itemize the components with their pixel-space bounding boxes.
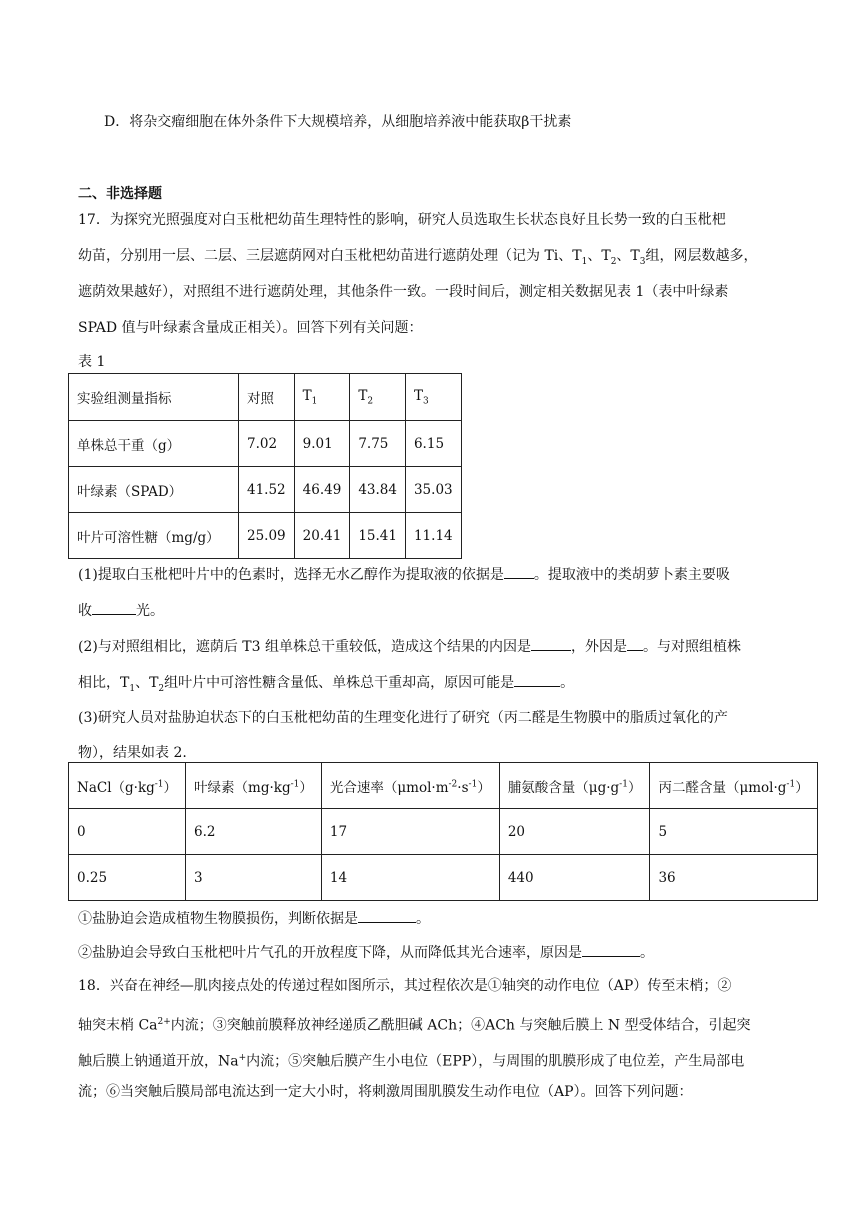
- table-cell: 5: [650, 809, 817, 855]
- table-cell: 9.01: [294, 421, 350, 467]
- table-cell: 0.25: [69, 855, 186, 901]
- table-cell: 0: [69, 809, 186, 855]
- q17-part-3: (3)研究人员对盐胁迫状态下的白玉枇杷幼苗的生理变化进行了研究（丙二醛是生物膜中的脂质过氧化的产: [78, 710, 728, 726]
- table1-caption: 表 1: [78, 354, 106, 370]
- table-cell: 14: [321, 855, 499, 901]
- table-cell: 17: [321, 809, 499, 855]
- section-title: 二、非选择题: [78, 186, 162, 202]
- table-cell: 叶片可溶性糖（mg/g）: [69, 513, 239, 559]
- q17-line-3: 遮荫效果越好），对照组不进行遮荫处理，其他条件一致。一段时间后，测定相关数据见表 1（表中叶绿素: [78, 284, 729, 300]
- table-2-header-cell: 叶绿素$(mg\cdot kg^{-1})$: [186, 763, 322, 809]
- q18-line-1: 18．兴奋在神经—肌肉接点处的传递过程如图所示，其过程依次是①轴突的动作电位（AP）传至末梢；②: [78, 978, 732, 994]
- table-2-header-cell: 丙二醛含量$(\mu mol\cdot g^{-1})$: [650, 763, 817, 809]
- table-2-header-cell: $NaCl(g\cdot kg^{-1})$: [69, 763, 186, 809]
- table-1-header-row: [69, 374, 462, 421]
- table-2-header-cell: 脯氨酸含量$(\mu g\cdot g^{-1})$: [499, 763, 650, 809]
- table-cell: 41.52: [239, 467, 295, 513]
- q17-part-3-cont: 物），结果如表 2.: [78, 745, 187, 761]
- table-2-header-cell: 光合速率$(\mu mol\cdot m^{-2}\cdot s^{-1})$: [321, 763, 499, 809]
- table-cell: 440: [499, 855, 650, 901]
- table-1-header-cell: $T_1$: [294, 374, 350, 421]
- table-1-header-cell: 实验组测量指标: [69, 374, 239, 421]
- option-d: D．将杂交瘤细胞在体外条件下大规模培养，从细胞培养液中能获取β干扰素: [104, 114, 572, 130]
- table-cell: 6.15: [405, 421, 461, 467]
- table-cell: 46.49: [294, 467, 350, 513]
- table-cell: 25.09: [239, 513, 295, 559]
- q17-part-2: (2)与对照组相比，遮荫后 T3 组单株总干重较低，造成这个结果的内因是 ，外因是 。与对照组植株: [78, 636, 741, 657]
- q17-subpart-2: ②盐胁迫会导致白玉枇杷叶片气孔的开放程度下降，从而降低其光合速率，原因是 。: [78, 942, 654, 963]
- table-cell: 11.14: [405, 513, 461, 559]
- q17-line-1: 17．为探究光照强度对白玉枇杷幼苗生理特性的影响，研究人员选取生长状态良好且长势一致的白玉枇杷: [78, 212, 726, 228]
- q17-line-2: 幼苗，分别用一层、二层、三层遮荫网对白玉枇杷幼苗进行遮荫处理（记为 Ti、$T_1$、$T_2$、$T_3$组，网层数越多，: [78, 248, 758, 267]
- table-cell: 3: [186, 855, 322, 901]
- table-1: [68, 373, 462, 559]
- table-cell: 15.41: [350, 513, 406, 559]
- table-cell: 7.02: [239, 421, 295, 467]
- q17-line-4: SPAD 值与叶绿素含量成正相关）。回答下列有关问题：: [78, 320, 423, 336]
- table-cell: 单株总干重（g）: [69, 421, 239, 467]
- table-cell: 6.2: [186, 809, 322, 855]
- table-cell: 7.75: [350, 421, 406, 467]
- table-cell: 36: [650, 855, 817, 901]
- table-2: [68, 762, 818, 901]
- table-cell: 35.03: [405, 467, 461, 513]
- table-row: [69, 513, 462, 559]
- table-cell: 43.84: [350, 467, 406, 513]
- q18-line-2: 轴突末梢 $Ca^{2+}$内流；③突触前膜释放神经递质乙酰胆碱 ACh；④ACh 与突触后膜上 N 型受体结合，引起突: [78, 1017, 751, 1034]
- q17-part-2-cont: 相比，$T_1$、$T_2$组叶片中可溶性糖含量低、单株总干重却高，原因可能是 。: [78, 672, 574, 699]
- table-row: [69, 855, 818, 901]
- q18-line-3: 触后膜上钠通道开放，Na+内流；⑤突触后膜产生小电位（EPP），与周围的肌膜形成了电位差，产生局部电: [78, 1053, 745, 1070]
- q17-part-1-cont: 收 光。: [78, 600, 164, 621]
- table-1-header-cell: $T_2$: [350, 374, 406, 421]
- table-1-header-cell: 对照: [239, 374, 295, 421]
- q18-line-4: 流；⑥当突触后膜局部电流达到一定大小时，将刺激周围肌膜发生动作电位（AP）。回答下列问题：: [78, 1084, 693, 1100]
- table-cell: 叶绿素（SPAD）: [69, 467, 239, 513]
- q17-part-1: (1)提取白玉枇杷叶片中的色素时，选择无水乙醇作为提取液的依据是 。提取液中的类胡萝卜素主要吸: [78, 564, 730, 585]
- table-2-header-row: [69, 763, 818, 809]
- table-cell: 20: [499, 809, 650, 855]
- table-row: [69, 809, 818, 855]
- table-row: [69, 467, 462, 513]
- table-cell: 20.41: [294, 513, 350, 559]
- table-1-header-cell: $T_3$: [405, 374, 461, 421]
- table-row: [69, 421, 462, 467]
- q17-subpart-1: ①盐胁迫会造成植物生物膜损伤，判断依据是 。: [78, 908, 430, 929]
